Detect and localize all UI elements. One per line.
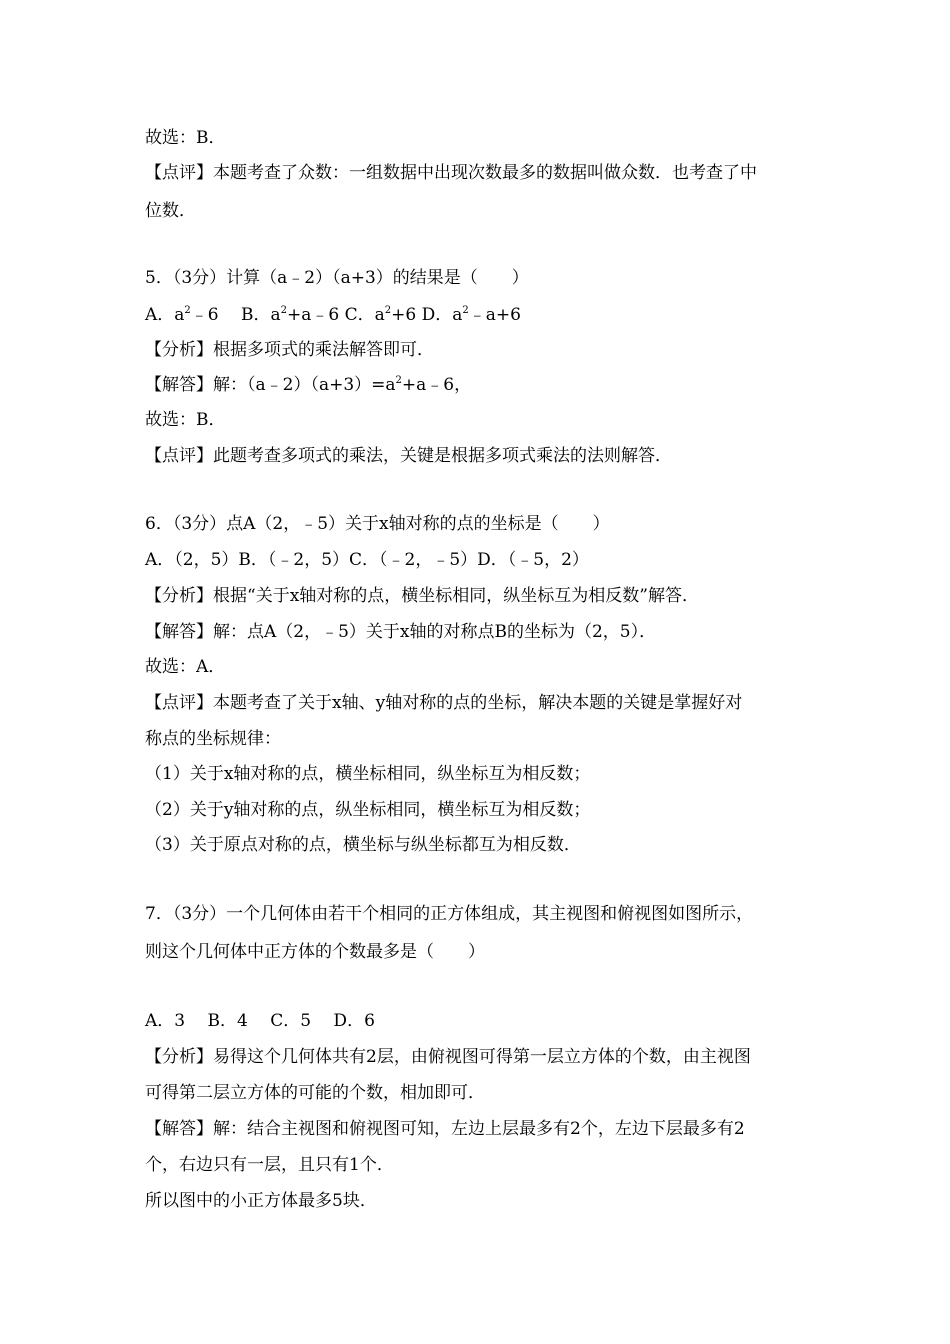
comment-line: 【点评】此题考查多项式的乘法，关键是根据多项式乘法的法则解答． [145,446,672,466]
rule-item-2: （2）关于y轴对称的点，纵坐标相同，横坐标互为相反数； [145,800,591,820]
question-5-options: A．$a^2﹣6$ B．$a^2+a﹣6$ C．$a^2+6$ D．$a^2﹣a+6$ [145,305,521,325]
comment-line: 【点评】本题考查了关于x轴、y轴对称的点的坐标，解决本题的关键是掌握好对 [145,693,743,713]
rule-item-1: （1）关于x轴对称的点，横坐标相同，纵坐标互为相反数； [145,764,591,784]
question-7-options: A．3 B．4 C．5 D．6 [145,1011,375,1031]
solution-conclusion: 所以图中的小正方体最多5块． [145,1191,377,1211]
analysis-line: 【分析】易得这个几何体共有2层，由俯视图可得第一层立方体的个数，由主视图 [145,1047,751,1067]
question-6-stem: 6．（3分）点A（2，﹣5）关于x轴对称的点的坐标是（ ） [145,514,610,534]
document-page [145,0,825,1344]
analysis-line-cont: 可得第二层立方体的可能的个数，相加即可． [145,1083,485,1103]
solution-line: 【解答】解：点A（2，﹣5）关于x轴的对称点B的坐标为（2，5）． [145,622,657,642]
question-7-stem: 7．（3分）一个几何体由若干个相同的正方体组成，其主视图和俯视图如图所示， [145,904,754,924]
comment-line: 【点评】本题考查了众数：一组数据中出现次数最多的数据叫做众数．也考查了中 [145,163,757,183]
solution-line-cont: 个，右边只有一层，且只有1个． [145,1155,394,1175]
answer-choice-line: 故选：B． [145,410,226,430]
question-7-stem-cont: 则这个几何体中正方体的个数最多是（ ） [145,942,485,962]
question-5-stem: 5．（3分）计算（a﹣2）（a+3）的结果是（ ） [145,268,529,288]
analysis-line: 【分析】根据多项式的乘法解答即可． [145,340,434,360]
solution-line: 【解答】解：结合主视图和俯视图可知，左边上层最多有2个，左边下层最多有2 [145,1119,745,1139]
solution-line: 【解答】解：$(a﹣2)(a+3)=a^2+a﹣6$， [145,375,472,395]
analysis-line: 【分析】根据“关于x轴对称的点，横坐标相同，纵坐标互为相反数”解答． [145,586,699,606]
answer-choice-line: 故选：B． [145,128,226,148]
rule-item-3: （3）关于原点对称的点，横坐标与纵坐标都互为相反数． [145,835,581,855]
comment-line-cont: 位数． [145,201,196,221]
question-6-options: A．（2，5）B．（﹣2，5）C．（﹣2，﹣5）D．（﹣5，2） [145,550,589,570]
answer-choice-line: 故选：A． [145,657,226,677]
comment-line-cont: 称点的坐标规律： [145,729,281,749]
